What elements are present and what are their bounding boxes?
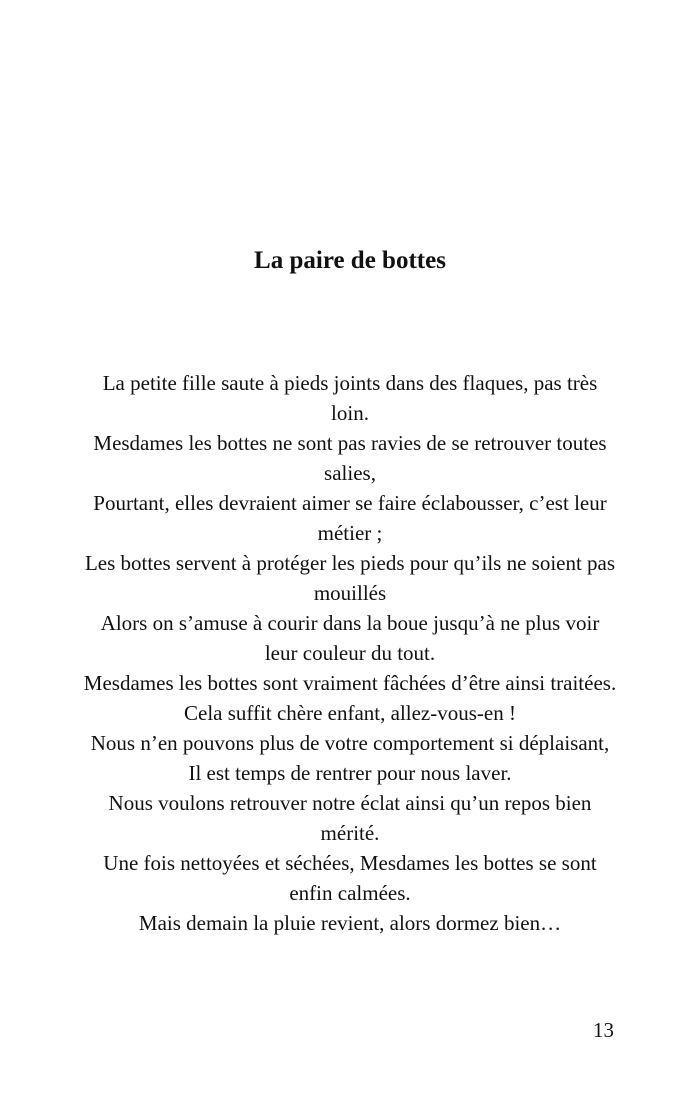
poem-body xyxy=(82,368,618,938)
verse-1: La petite fille saute à pieds joints dans des flaques, pas très loin. xyxy=(102,371,598,425)
page-title: La paire de bottes xyxy=(254,247,446,274)
verse-8: Nous n’en pouvons plus de votre comportement si déplaisant, xyxy=(90,731,610,755)
verse-10: Nous voulons retrouver notre éclat ainsi qu’un repos bien mérité. xyxy=(108,791,592,845)
verse-12: Mais demain la pluie revient, alors dormez bien… xyxy=(138,911,562,935)
verse-11: Une fois nettoyées et séchées, Mesdames les bottes se sont enfin calmées. xyxy=(103,851,597,905)
verse-5: Alors on s’amuse à courir dans la boue jusqu’à ne plus voir leur couleur du tout. xyxy=(100,611,600,665)
verse-9: Il est temps de rentrer pour nous laver. xyxy=(188,761,512,785)
verse-4: Les bottes servent à protéger les pieds pour qu’ils ne soient pas mouillés xyxy=(84,551,616,605)
page-number: 13 xyxy=(593,1018,614,1042)
verse-6: Mesdames les bottes sont vraiment fâchées d’être ainsi traitées. xyxy=(83,671,617,695)
verse-3: Pourtant, elles devraient aimer se faire éclabousser, c’est leur métier ; xyxy=(93,491,607,545)
verse-2: Mesdames les bottes ne sont pas ravies de se retrouver toutes salies, xyxy=(93,431,607,485)
verse-7: Cela suffit chère enfant, allez-vous-en ! xyxy=(184,701,516,725)
